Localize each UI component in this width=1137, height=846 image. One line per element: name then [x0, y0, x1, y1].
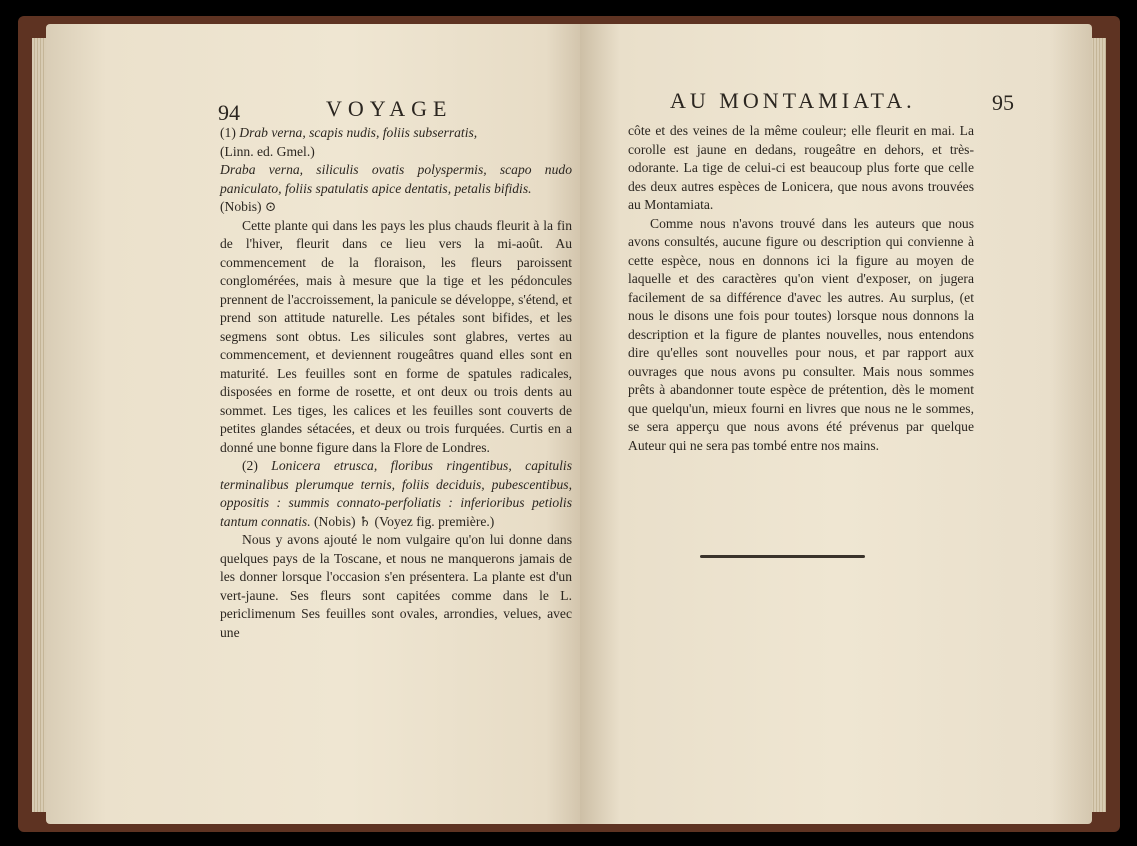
page-number: 95 [992, 90, 1014, 115]
running-head: AU MONTAMIATA. [670, 88, 916, 113]
book [18, 16, 1120, 832]
page-text [220, 124, 572, 642]
paragraph-continued: côte et des veines de la même couleur; elle fleurit en mai. La corolle est jaune en dedans, rougeâtre en dehors, et très-odorante. La tige de celui-ci est beaucoup plus forte que celle des deux autres espèces de Lonicera, que nous avons trouvées au Montamiata. [628, 123, 974, 212]
latin-description: Draba verna, siliculis ovatis polyspermis, scapo nudo paniculato, foliis spatulatis apice dentatis, petalis bifidis. [220, 162, 572, 196]
paragraph: Comme nous n'avons trouvé dans les auteurs que nous avons consultés, aucune figure ou description qui convienne à cette espèce, nous en donnons ici la figure au moyen de laquelle et des caractères qu'on vient d'exposer, on jugera facilement de sa différence d'avec les autres. Au surplus, (et nous le disons une fois pour toutes) lorsque nous donnons la description et la figure de plantes nouvelles, nous entendons dire qu'elles sont nouvelles pour nous, et par rapport aux ouvrages que nous avons pu consulter. Mais nous sommes prêts à abandonner toute espèce de prétention, dès le moment que quelqu'un, mieux fourni en livres que nous ne le sommes, se sera apperçu que nous avons été prévenus par quelque Auteur qui ne sera pas tombé entre nos mains. [628, 215, 974, 453]
paragraph: Cette plante qui dans les pays les plus chauds fleurit à la fin de l'hiver, fleurit dans ce lieu vers la mi-août. Au commencement de la floraison, les fleurs paroissent conglomérées, mais à mesure que la tige et les pédoncules prennent de l'accroissement, la panicule se développe, s'étend, et prend son attitude naturelle. Les pétales sont bifides, et les segmens sont obtus. Les silicules sont glabres, vertes au commencement, et deviennent rougeâtres quand elles sont en maturité. Les feuilles sont en forme de spatules radicales, disposées en forme de rosette, et ont deux ou trois dents au sommet. Les tiges, les calices et les feuilles sont couverts de petites glandes sétacées, et deux ou trois furquées. Curtis en a donné une bonne figure dans la Flore de Londres. [220, 217, 572, 455]
page-text [628, 122, 974, 455]
footnote-2: (2) Lonicera etrusca, floribus ringentibus, capitulis terminalibus plerumque ternis, foliis deciduis, pubescentibus, oppositis : summis connato-perfoliatis : inferioribus petiolis tantum connatis. (Nobis) ♄ (Voyez fig. première.) [220, 458, 572, 529]
citation-nobis: (Nobis) ⊙ [220, 199, 277, 214]
paragraph: Nous y avons ajouté le nom vulgaire qu'on lui donne dans quelques pays de la Toscane, et nous ne manquerons jamais de les donner lorsque l'occasion s'en présentera. La plante est d'un vert-jaune. Ses fleurs sont capitées comme dans le L. periclimenum Ses feuilles sont ovales, arrondies, velues, avec une [220, 532, 572, 640]
running-head: VOYAGE [326, 96, 453, 121]
end-rule [700, 555, 865, 558]
page-number: 94 [218, 100, 240, 125]
footnote-1: (1) Drab verna, scapis nudis, foliis subserratis, [220, 125, 478, 140]
citation: (Linn. ed. Gmel.) [220, 143, 315, 159]
left-page [46, 24, 590, 824]
right-page [580, 24, 1092, 824]
